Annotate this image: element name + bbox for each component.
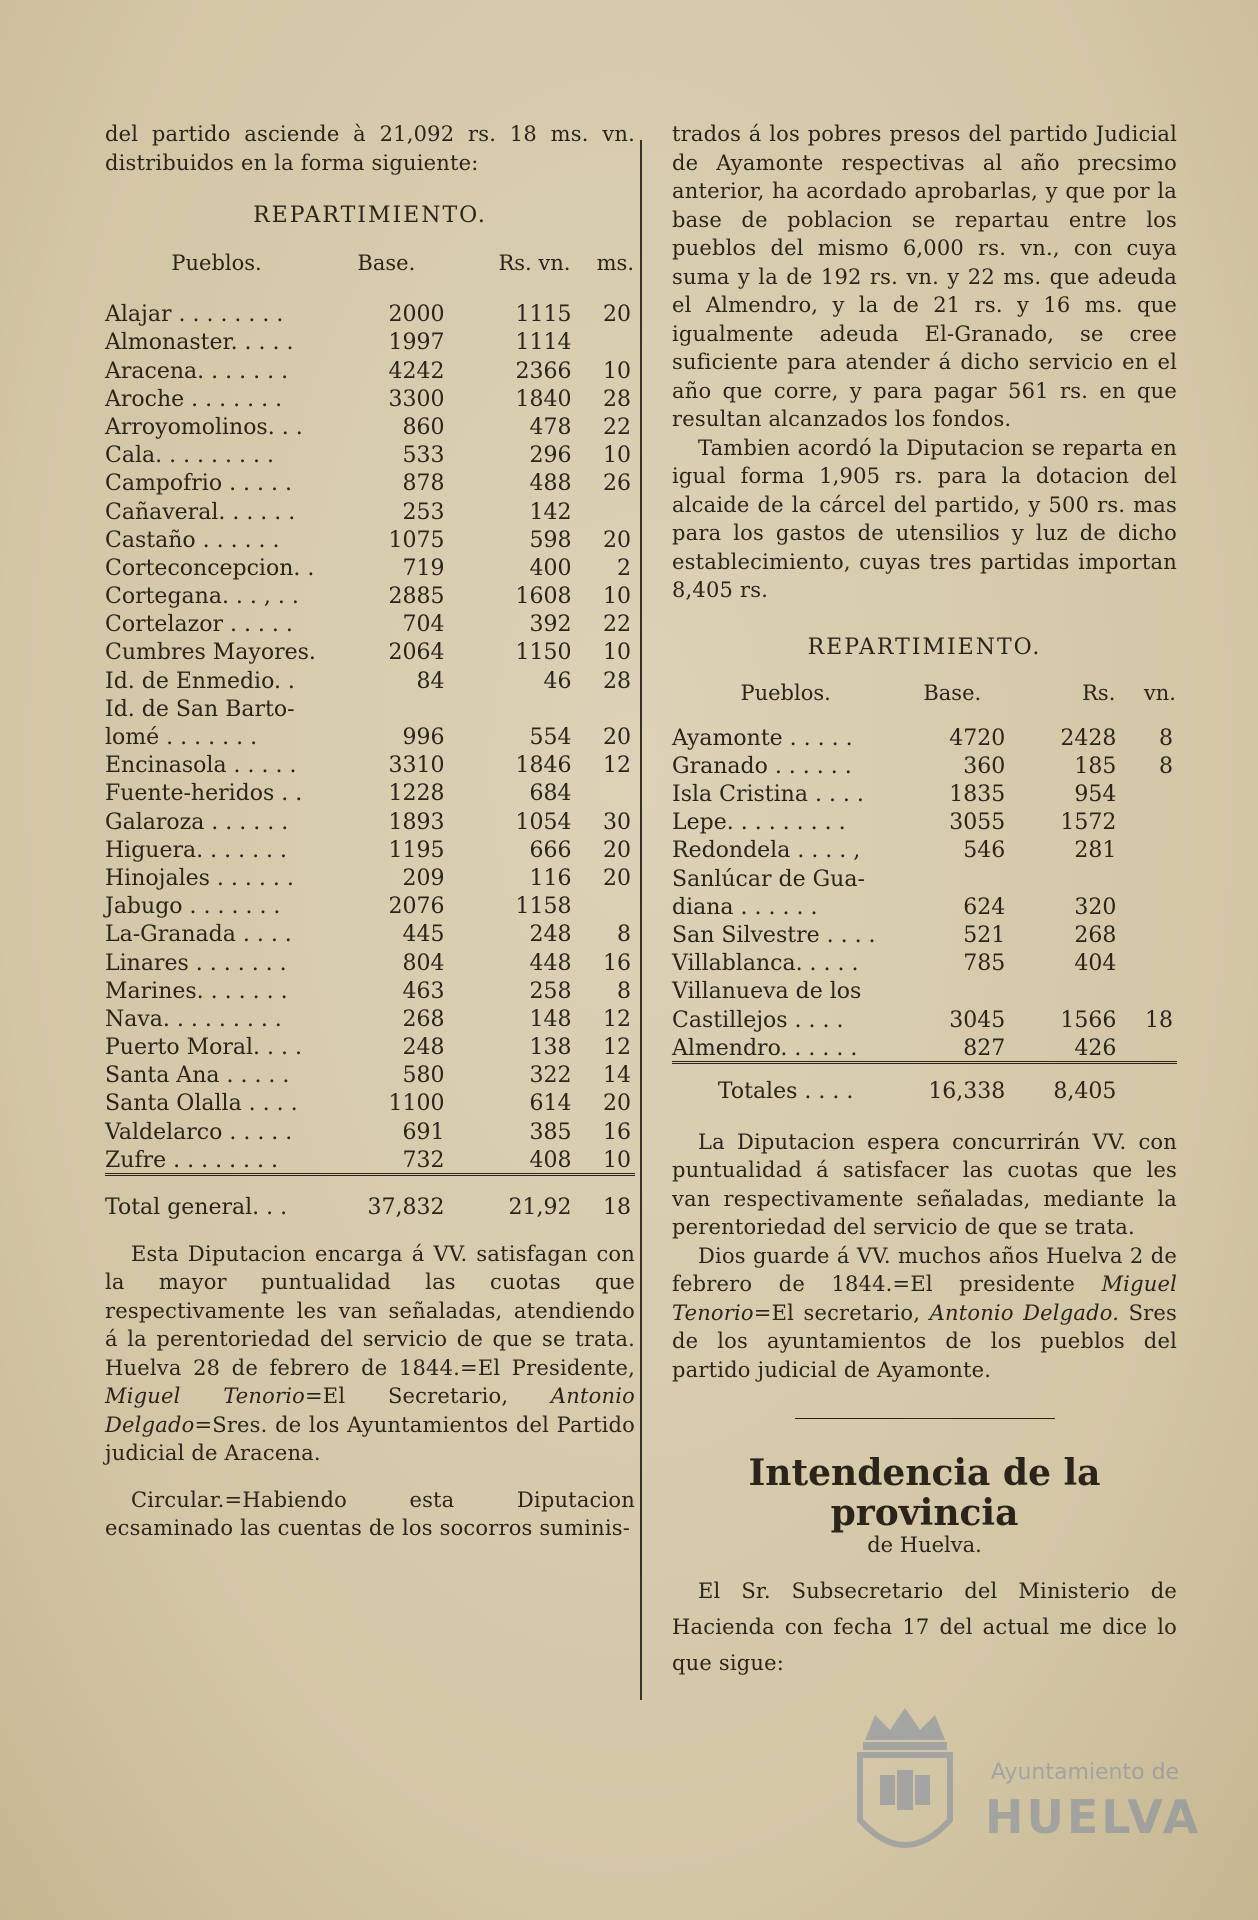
table-row: [105, 412, 635, 440]
row-ms: 20: [603, 527, 631, 553]
table-row: [672, 976, 1177, 1004]
header-pueblos: Pueblos.: [171, 251, 262, 275]
left-table-title: REPARTIMIENTO.: [253, 203, 487, 228]
header-rs: Rs.: [1082, 680, 1116, 705]
row-base: 785: [963, 951, 1006, 977]
row-ms: 2: [617, 555, 631, 581]
row-rs: 1840: [515, 386, 572, 412]
row-ms: 28: [603, 386, 631, 412]
table-row: [672, 892, 1177, 920]
row-base: 2064: [388, 640, 445, 666]
row-rs: 392: [529, 612, 572, 638]
row-pueblo: Higuera. . . . . . .: [105, 837, 288, 863]
row-pueblo: Villanueva de los: [672, 979, 862, 1005]
row-base: 827: [963, 1035, 1006, 1061]
row-base: 248: [402, 1035, 445, 1061]
table-row: [672, 723, 1177, 751]
row-base: 209: [402, 865, 445, 891]
table-row: [105, 327, 635, 355]
table-row: [105, 553, 635, 581]
row-ms: [1116, 920, 1177, 948]
row-ms: [571, 891, 635, 919]
row-ms: 28: [603, 668, 631, 694]
left-total-row: [105, 1174, 635, 1220]
table-row: [672, 807, 1177, 835]
row-pueblo: La-Granada . . . .: [105, 922, 292, 948]
table-row: [105, 637, 635, 665]
watermark: [845, 1700, 1202, 1870]
table-row: [105, 468, 635, 496]
row-ms: 10: [603, 640, 631, 666]
table-row: [105, 581, 635, 609]
row-pueblo: Galaroza . . . . . .: [105, 809, 289, 835]
row-ms: 12: [603, 1006, 631, 1032]
row-base: 580: [402, 1063, 445, 1089]
row-rs: 2428: [1060, 725, 1117, 751]
table-row: [105, 750, 635, 778]
row-ms: [571, 778, 635, 806]
row-ms: [1116, 976, 1177, 1004]
table-row: [105, 440, 635, 468]
left-rows: [105, 299, 635, 1174]
row-ms: 26: [603, 471, 631, 497]
total-rs: 8,405: [1005, 1062, 1116, 1104]
header-base: Base.: [357, 251, 416, 275]
row-base: 804: [402, 950, 445, 976]
row-rs: 142: [529, 499, 572, 525]
header-base: Base.: [923, 680, 982, 705]
table-row: [105, 1060, 635, 1088]
total-base: 37,832: [328, 1174, 444, 1220]
row-ms: 8: [617, 978, 631, 1004]
right-rows: [672, 723, 1177, 1063]
row-pueblo: Cala. . . . . . . . .: [105, 443, 274, 469]
row-pueblo: Cortegana. . . , . .: [105, 584, 299, 610]
row-base: 445: [402, 922, 445, 948]
row-rs: 1054: [515, 809, 572, 835]
left-closing: [105, 1240, 635, 1468]
table-row: [672, 1033, 1177, 1063]
table-row: [105, 496, 635, 524]
table-row: [105, 525, 635, 553]
row-rs: 1115: [515, 302, 572, 328]
left-signature-president: Miguel Tenorio: [105, 1384, 305, 1409]
row-rs: 1158: [515, 894, 572, 920]
right-closing-1: La Diputacion espera concurrirán VV. con puntualidad á satisfacer las cuotas que les van respectivamente señaladas, mediante la perentoriedad del servicio de que se trata.: [672, 1129, 1177, 1240]
row-base: 521: [963, 923, 1006, 948]
row-rs: 478: [529, 414, 572, 440]
table-row: [105, 694, 635, 722]
right-distribution-table: [672, 680, 1177, 1104]
row-pueblo: Castaño . . . . . .: [105, 527, 280, 553]
row-pueblo: Campofrio . . . . .: [105, 471, 293, 497]
row-pueblo: Encinasola . . . . .: [105, 753, 297, 779]
row-pueblo: Cortelazor . . . . .: [105, 612, 293, 638]
row-base: 1100: [388, 1091, 445, 1117]
table-row: [672, 779, 1177, 807]
header-pueblos: Pueblos.: [740, 680, 831, 705]
row-rs: 1150: [515, 640, 572, 666]
row-pueblo: Corteconcepcion. .: [105, 555, 315, 581]
row-rs: 684: [529, 781, 572, 807]
row-base: 704: [402, 612, 445, 638]
right-final-para: El Sr. Subsecretario del Ministerio de Hacienda con fecha 17 del actual me dice lo que sigue:: [672, 1579, 1177, 1676]
row-base: 84: [416, 668, 445, 694]
total-ms: [1116, 1062, 1177, 1104]
row-base: 2000: [388, 302, 445, 328]
row-pueblo: Id. de San Barto-: [105, 696, 295, 722]
left-circular: Circular.=Habiendo esta Diputacion ecsaminado las cuentas de los socorros suminis-: [105, 1487, 635, 1541]
row-ms: 20: [603, 1091, 631, 1117]
row-base: 546: [963, 838, 1006, 864]
row-rs: 1566: [1060, 1007, 1117, 1033]
row-pueblo: Cumbres Mayores.: [105, 640, 316, 666]
row-ms: [1116, 779, 1177, 807]
left-closing-text-2: =El Secretario,: [305, 1384, 509, 1409]
row-rs: 408: [529, 1147, 572, 1173]
row-ms: 8: [1159, 753, 1173, 779]
row-rs: 248: [529, 922, 572, 948]
table-row: [105, 1032, 635, 1060]
right-closing-2: [672, 1242, 1177, 1385]
row-pueblo: Isla Cristina . . . .: [672, 782, 864, 808]
row-rs: 1846: [515, 753, 572, 779]
table-row: [672, 1004, 1177, 1032]
row-rs: 448: [529, 950, 572, 976]
row-base: 3300: [388, 386, 445, 412]
row-rs: 1572: [1060, 810, 1117, 836]
section-rule: [795, 1418, 1055, 1419]
row-base: 268: [402, 1006, 445, 1032]
row-pueblo: Fuente-heridos . .: [105, 781, 303, 807]
table-row: [105, 355, 635, 383]
row-pueblo: Castillejos . . . .: [672, 1007, 844, 1033]
row-pueblo: Sanlúcar de Gua-: [672, 866, 865, 892]
row-rs: 258: [529, 978, 572, 1004]
row-rs: 426: [1074, 1035, 1117, 1061]
row-rs: [1005, 976, 1116, 1004]
table-row: [105, 976, 635, 1004]
row-ms: 30: [603, 809, 631, 835]
row-ms: [571, 694, 635, 722]
table-row: [672, 920, 1177, 948]
row-rs: 1114: [515, 330, 572, 356]
total-base: 16,338: [899, 1062, 1005, 1104]
row-pueblo: Zufre . . . . . . . .: [105, 1147, 279, 1173]
row-ms: 16: [603, 950, 631, 976]
row-base: 463: [402, 978, 445, 1004]
header-vn: vn.: [1143, 680, 1176, 705]
row-base: 360: [963, 753, 1006, 779]
row-base: 878: [402, 471, 445, 497]
row-pueblo: lomé . . . . . . .: [105, 725, 258, 750]
table-row: [105, 806, 635, 834]
row-pueblo: Lepe. . . . . . . . .: [672, 810, 846, 836]
row-pueblo: Arroyomolinos. . .: [105, 414, 303, 440]
table-row: [105, 1145, 635, 1175]
row-pueblo: diana . . . . . .: [672, 894, 818, 920]
row-ms: 10: [603, 584, 631, 610]
row-pueblo: Hinojales . . . . . .: [105, 865, 294, 891]
table-row: [105, 947, 635, 975]
row-pueblo: Valdelarco . . . . .: [105, 1119, 293, 1145]
table-row: [105, 384, 635, 412]
row-rs: 2366: [515, 358, 572, 384]
row-base: 1893: [388, 809, 445, 835]
row-rs: 138: [529, 1035, 572, 1061]
row-rs: 322: [529, 1063, 572, 1089]
row-ms: 10: [603, 1147, 631, 1173]
left-column: [105, 120, 635, 1543]
table-row: [105, 722, 635, 750]
left-signature-secretary: Antonio Delgado: [105, 1384, 635, 1437]
row-base: 1228: [388, 781, 445, 807]
row-pueblo: Cañaveral. . . . . .: [105, 499, 296, 525]
right-closing-text: Dios guarde á VV. muchos años Huelva 2 de febrero de 1844.=El presidente: [672, 1243, 1177, 1297]
row-rs: 281: [1074, 838, 1117, 864]
row-ms: 20: [603, 302, 631, 328]
table-row: [672, 835, 1177, 863]
right-para-1: trados á los pobres presos del partido Judicial de Ayamonte respectivas al año precsimo anterior, ha acordado aprobarlas, y que por la base de poblacion se repartau entre los pueblos del mismo 6,000 rs. vn., con cuya suma y la de 192 rs. vn. y 22 ms. que adeuda el Almendro, y la de 21 rs. y 16 ms. que igualmente adeuda El-Granado, se cree suficiente para atender á dicho servicio en el año que corre, y para pagar 561 rs. en que resultan alcanzados los fondos.: [672, 122, 1177, 431]
header-ms: ms.: [596, 251, 634, 275]
right-column: [672, 120, 1177, 1681]
table-row: [672, 948, 1177, 976]
row-ms: [1116, 1033, 1177, 1063]
row-base: 719: [402, 555, 445, 581]
row-pueblo: Nava. . . . . . . . .: [105, 1006, 282, 1032]
row-base: 3045: [949, 1007, 1006, 1033]
row-ms: 22: [603, 414, 631, 440]
row-ms: [571, 496, 635, 524]
row-ms: 18: [1145, 1007, 1173, 1033]
row-base: 732: [402, 1147, 445, 1173]
total-rs: 21,92: [445, 1174, 572, 1220]
row-base: [328, 694, 444, 722]
row-rs: 268: [1074, 923, 1117, 948]
row-rs: 666: [529, 837, 572, 863]
left-closing-text-3: =Sres. de los Ayuntamientos del Partido judicial de Aracena.: [105, 1412, 635, 1466]
row-ms: 8: [617, 922, 631, 948]
row-base: 2885: [388, 584, 445, 610]
row-rs: 400: [529, 555, 572, 581]
right-closing-text-4: Sres de los ayuntamientos de los pueblos del partido judicial de Ayamonte.: [672, 1300, 1177, 1382]
row-ms: 22: [603, 612, 631, 638]
row-ms: [1116, 892, 1177, 920]
total-label: Totales . . . .: [672, 1062, 899, 1104]
table-row: [105, 1116, 635, 1144]
row-pueblo: Santa Ana . . . . .: [105, 1063, 290, 1089]
row-ms: 20: [603, 865, 631, 891]
row-rs: 185: [1074, 753, 1117, 779]
table-header: [672, 680, 1177, 711]
row-ms: [1116, 835, 1177, 863]
row-pueblo: Jabugo . . . . . . .: [105, 894, 281, 920]
row-pueblo: Alajar . . . . . . . .: [105, 302, 284, 328]
row-base: 253: [402, 499, 445, 525]
row-ms: [571, 327, 635, 355]
table-row: [105, 1088, 635, 1116]
row-base: 996: [402, 725, 445, 750]
right-signature-president: Miguel Tenorio: [672, 1272, 1177, 1325]
row-base: 691: [402, 1119, 445, 1145]
row-pueblo: San Silvestre . . . .: [672, 923, 876, 948]
row-ms: 20: [603, 725, 631, 750]
watermark-line-1: Ayuntamiento de: [990, 1760, 1180, 1785]
row-ms: 10: [603, 443, 631, 469]
right-para-2: Tambien acordó la Diputacion se reparta en igual forma 1,905 rs. para la dotacion del alcaide de la cárcel del partido, y 500 rs. mas para los gastos de utensilios y luz de dicho establecimiento, cuyas tres partidas importan 8,405 rs.: [672, 435, 1177, 602]
table-row: [105, 863, 635, 891]
crown-shield-icon: [845, 1700, 965, 1870]
row-base: 860: [402, 414, 445, 440]
total-label: Total general. . .: [105, 1174, 328, 1220]
row-rs: 385: [529, 1119, 572, 1145]
row-pueblo: Almendro. . . . . .: [672, 1035, 858, 1061]
column-divider: [640, 140, 642, 1700]
row-base: 1195: [388, 837, 445, 863]
row-ms: [1116, 948, 1177, 976]
right-signature-secretary: Antonio Delgado.: [929, 1300, 1120, 1325]
row-rs: 954: [1074, 782, 1117, 808]
row-ms: [1116, 863, 1177, 891]
table-row: [672, 751, 1177, 779]
row-ms: 20: [603, 837, 631, 863]
table-row: [105, 919, 635, 947]
row-ms: 10: [603, 358, 631, 384]
table-row: [105, 665, 635, 693]
row-base: 624: [963, 894, 1006, 920]
total-ms: 18: [571, 1174, 635, 1220]
row-rs: 598: [529, 527, 572, 553]
row-base: 1835: [949, 782, 1006, 808]
row-pueblo: Almonaster. . . . .: [105, 330, 294, 356]
header-rs: Rs. vn.: [498, 251, 571, 275]
row-base: 4242: [388, 358, 445, 384]
row-rs: 296: [529, 443, 572, 469]
table-row: [105, 1004, 635, 1032]
row-ms: 12: [603, 753, 631, 779]
row-base: 4720: [949, 725, 1006, 751]
row-rs: 320: [1074, 894, 1117, 920]
table-row: [672, 863, 1177, 891]
left-distribution-table: [105, 250, 635, 1220]
row-ms: 14: [603, 1063, 631, 1089]
row-ms: 12: [603, 1035, 631, 1061]
table-row: [105, 891, 635, 919]
row-rs: 554: [529, 725, 572, 750]
row-rs: 488: [529, 471, 572, 497]
row-base: 533: [402, 443, 445, 469]
row-base: 1075: [388, 527, 445, 553]
table-header: [105, 250, 635, 281]
row-pueblo: Linares . . . . . . .: [105, 950, 287, 976]
row-ms: [1116, 807, 1177, 835]
row-rs: 46: [543, 668, 572, 694]
row-pueblo: Ayamonte . . . . .: [672, 725, 853, 751]
table-row: [105, 609, 635, 637]
row-base: 2076: [388, 894, 445, 920]
row-pueblo: Redondela . . . . ,: [672, 838, 861, 864]
row-ms: 8: [1159, 725, 1173, 751]
row-pueblo: Id. de Enmedio. .: [105, 668, 295, 694]
section-heading: Intendencia de la provincia: [748, 1452, 1101, 1535]
row-rs: 148: [529, 1006, 572, 1032]
row-base: [899, 976, 1005, 1004]
right-table-title: REPARTIMIENTO.: [807, 634, 1042, 660]
section-subheading: de Huelva.: [867, 1533, 982, 1558]
right-closing-text-3: =El secretario,: [753, 1300, 921, 1325]
right-total-row: [672, 1062, 1177, 1104]
row-rs: [1005, 863, 1116, 891]
row-pueblo: Marines. . . . . . .: [105, 978, 288, 1004]
row-base: 3310: [388, 753, 445, 779]
row-pueblo: Santa Olalla . . . .: [105, 1091, 298, 1117]
row-rs: 404: [1074, 951, 1117, 977]
table-row: [105, 299, 635, 327]
table-row: [105, 778, 635, 806]
row-rs: 614: [529, 1091, 572, 1117]
row-pueblo: Granado . . . . . .: [672, 753, 852, 779]
left-closing-text-1: Esta Diputacion encarga á VV. satisfagan con la mayor puntualidad las cuotas que respectivamente les van señaladas, atendiendo á la perentoriedad del servicio de que se trata. Huelva 28 de febrero de 1844.=El Presidente,: [105, 1241, 635, 1380]
row-pueblo: Villablanca. . . . .: [672, 951, 859, 977]
row-base: [899, 863, 1005, 891]
watermark-line-2: HUELVA: [985, 1790, 1202, 1844]
row-ms: 16: [603, 1119, 631, 1145]
row-rs: [445, 694, 572, 722]
row-pueblo: Puerto Moral. . . .: [105, 1035, 302, 1061]
table-row: [105, 835, 635, 863]
row-base: 3055: [949, 810, 1006, 836]
row-pueblo: Aracena. . . . . . .: [105, 358, 289, 384]
row-base: 1997: [388, 330, 445, 356]
row-rs: 116: [529, 865, 572, 891]
row-pueblo: Aroche . . . . . . .: [105, 386, 283, 412]
left-intro: del partido asciende à 21,092 rs. 18 ms. vn. distribuidos en la forma siguiente:: [105, 122, 635, 175]
row-rs: 1608: [515, 584, 572, 610]
